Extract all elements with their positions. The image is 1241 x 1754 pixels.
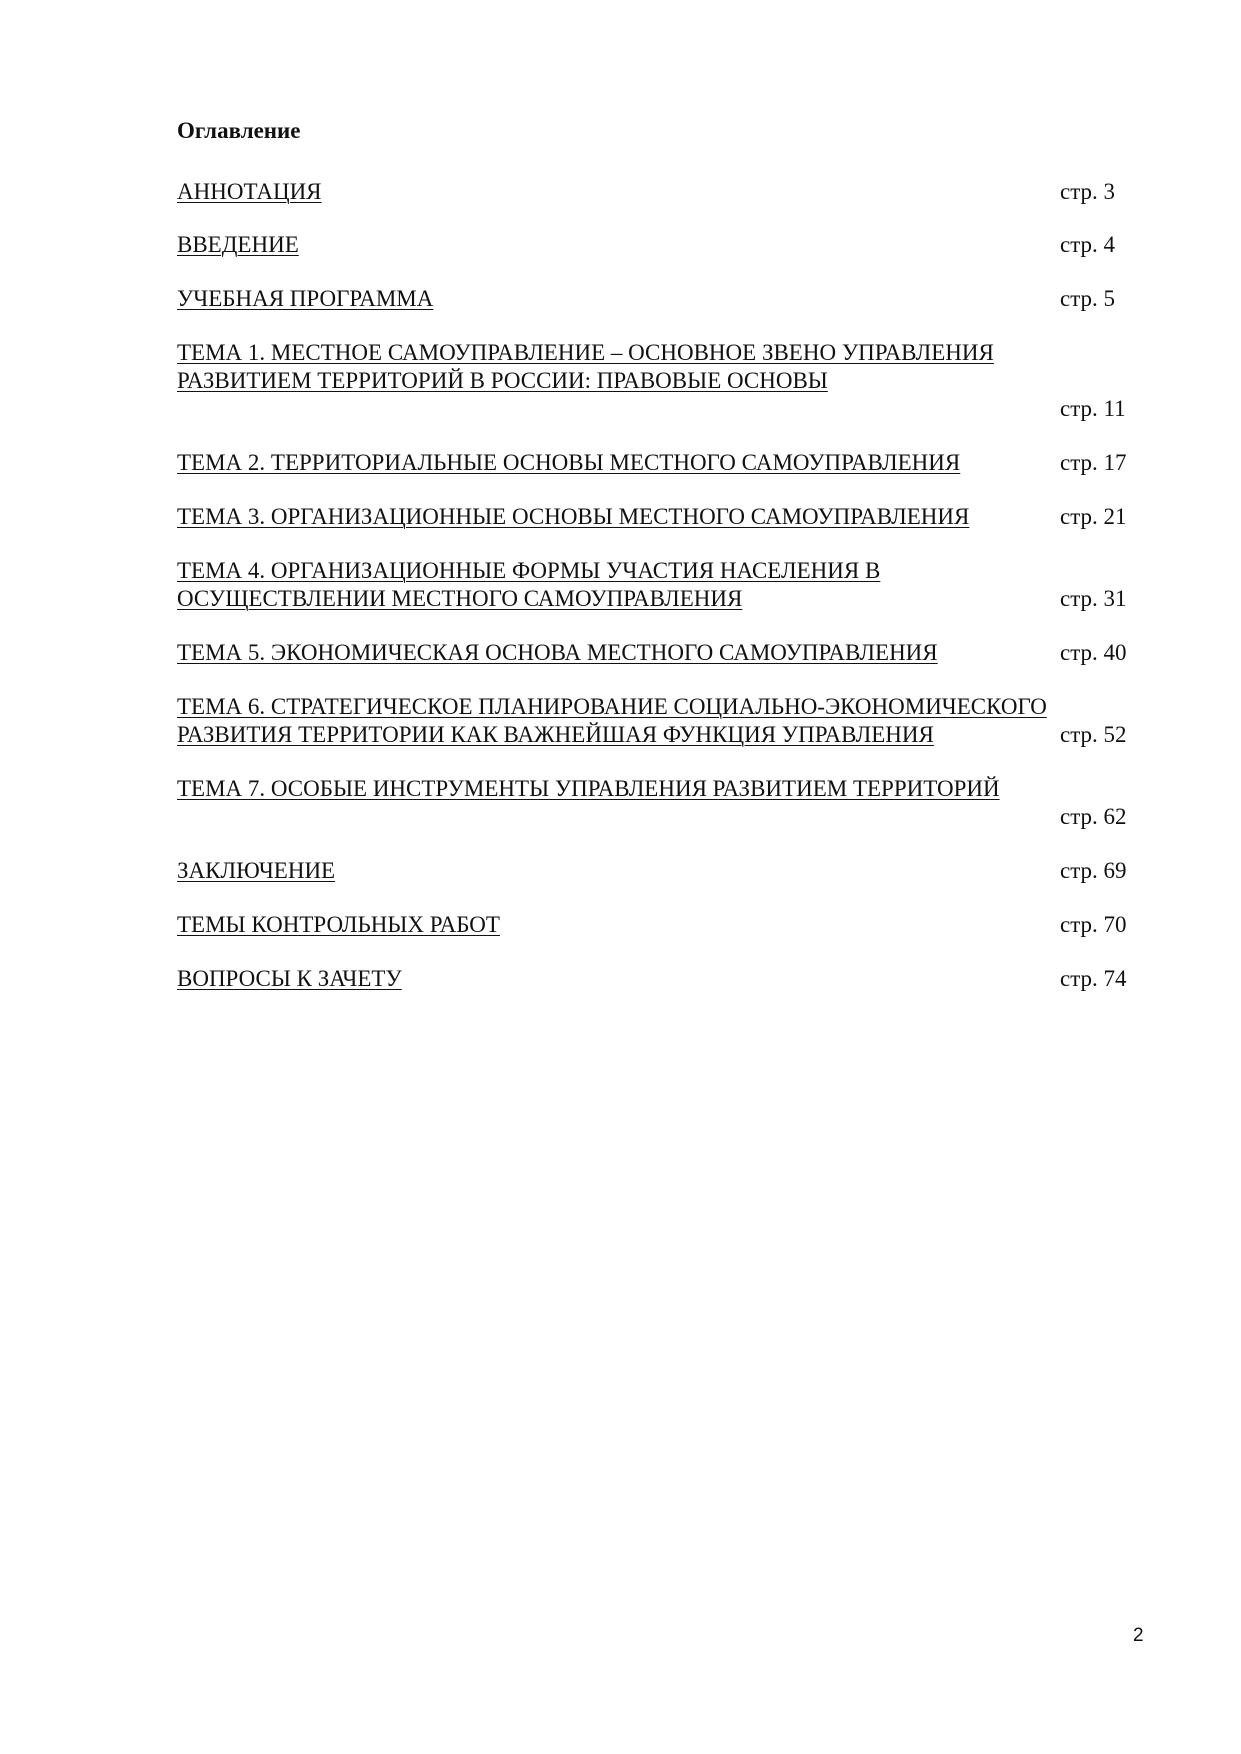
toc-entry-page: стр. 17 bbox=[1060, 450, 1127, 475]
toc-entry-page: стр. 40 bbox=[1060, 640, 1127, 665]
toc-entry-page: стр. 21 bbox=[1060, 504, 1127, 529]
toc-entry-title[interactable]: АННОТАЦИЯ bbox=[177, 179, 322, 204]
toc-entry-title[interactable]: ТЕМА 7. ОСОБЫЕ ИНСТРУМЕНТЫ УПРАВЛЕНИЯ РАЗВИТИЕМ ТЕРРИТОРИЙ bbox=[177, 776, 1000, 801]
toc-entry-page: стр. 70 bbox=[1060, 912, 1127, 937]
toc-entry-page: стр. 74 bbox=[1060, 966, 1127, 991]
toc-entry-page: стр. 52 bbox=[1060, 722, 1127, 747]
toc-entry-title[interactable]: ТЕМА 6. СТРАТЕГИЧЕСКОЕ ПЛАНИРОВАНИЕ СОЦИАЛЬНО-ЭКОНОМИЧЕСКОГО РАЗВИТИЯ ТЕРРИТОРИИ КАК ВАЖНЕЙШАЯ ФУНКЦИЯ УПРАВЛЕНИЯ bbox=[177, 694, 1047, 747]
toc-entry-title[interactable]: ВОПРОСЫ К ЗАЧЕТУ bbox=[177, 966, 402, 991]
toc-entry-page: стр. 69 bbox=[1060, 858, 1127, 883]
toc-entry-page: стр. 31 bbox=[1060, 586, 1127, 611]
toc-entry-title[interactable]: УЧЕБНАЯ ПРОГРАММА bbox=[177, 286, 434, 311]
toc-entry-page: стр. 62 bbox=[1060, 804, 1127, 829]
toc-entry-title[interactable]: ТЕМА 2. ТЕРРИТОРИАЛЬНЫЕ ОСНОВЫ МЕСТНОГО САМОУПРАВЛЕНИЯ bbox=[177, 450, 961, 475]
toc-entry-title[interactable]: ТЕМА 4. ОРГАНИЗАЦИОННЫЕ ФОРМЫ УЧАСТИЯ НАСЕЛЕНИЯ В ОСУЩЕСТВЛЕНИИ МЕСТНОГО САМОУПРАВЛЕНИЯ bbox=[177, 558, 881, 611]
toc-entry-title[interactable]: ЗАКЛЮЧЕНИЕ bbox=[177, 858, 336, 883]
toc-entry-page: стр. 11 bbox=[1060, 396, 1126, 421]
toc-heading: Оглавление bbox=[177, 118, 301, 143]
toc-entry-title[interactable]: ВВЕДЕНИЕ bbox=[177, 232, 299, 257]
page-number: 2 bbox=[1133, 1625, 1144, 1646]
toc-entry-page: стр. 5 bbox=[1060, 286, 1116, 311]
toc-entry-title[interactable]: ТЕМЫ КОНТРОЛЬНЫХ РАБОТ bbox=[177, 912, 500, 937]
toc-entry-title[interactable]: ТЕМА 3. ОРГАНИЗАЦИОННЫЕ ОСНОВЫ МЕСТНОГО САМОУПРАВЛЕНИЯ bbox=[177, 504, 970, 529]
toc-entry-title[interactable]: ТЕМА 1. МЕСТНОЕ САМОУПРАВЛЕНИЕ – ОСНОВНОЕ ЗВЕНО УПРАВЛЕНИЯ РАЗВИТИЕМ ТЕРРИТОРИЙ В РОССИИ: ПРАВОВЫЕ ОСНОВЫ bbox=[177, 340, 994, 393]
toc-entry-page: стр. 3 bbox=[1060, 179, 1116, 204]
toc-entry-page: стр. 4 bbox=[1060, 232, 1116, 257]
toc-entry-title[interactable]: ТЕМА 5. ЭКОНОМИЧЕСКАЯ ОСНОВА МЕСТНОГО САМОУПРАВЛЕНИЯ bbox=[177, 640, 938, 665]
